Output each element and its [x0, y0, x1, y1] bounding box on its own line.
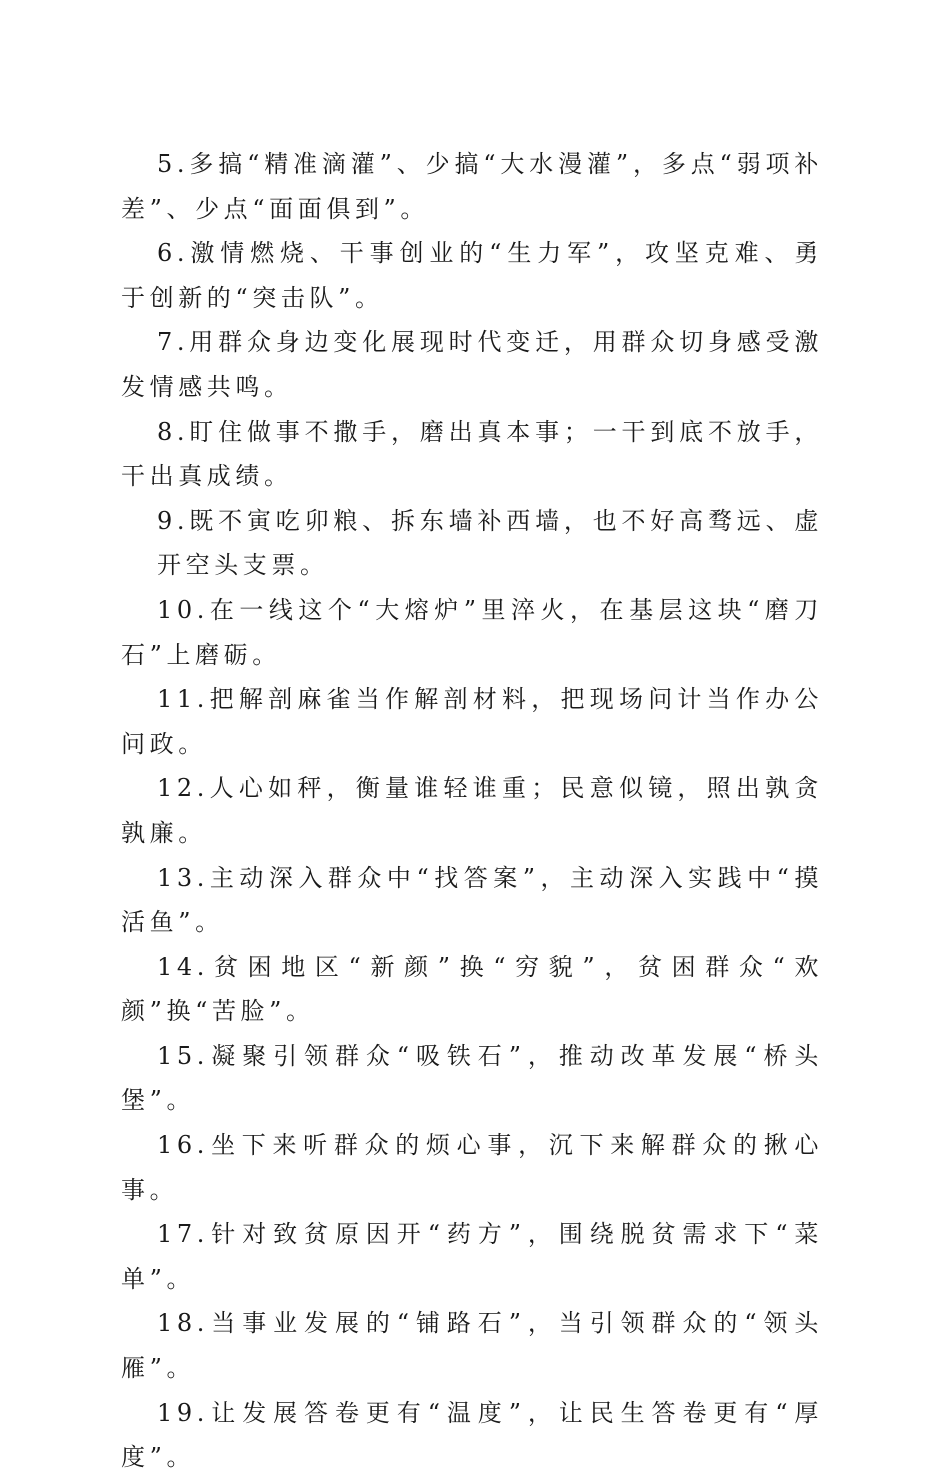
- list-item-11: 11.把解剖麻雀当作解剖材料，把现场问计当作办公问政。: [121, 685, 823, 758]
- list-item-15: 15.凝聚引领群众“吸铁石”，推动改革发展“桥头堡”。: [121, 1041, 823, 1115]
- list-item-14: 14.贫困地区“新颜”换“穷貌”，贫困群众“欢颜”换“苦脸”。: [121, 952, 823, 1026]
- list-item-6: 6.激情燃烧、干事创业的“生力军”，攻坚克难、勇于创新的“突击队”。: [121, 239, 823, 312]
- list-item-10: 10.在一线这个“大熔炉”里淬火，在基层这块“磨刀石”上磨砺。: [121, 595, 823, 669]
- list-item-8: 8.盯住做事不撒手，磨出真本事；一干到底不放手，干出真成绩。: [121, 417, 823, 491]
- list-item-9: 9.既不寅吃卯粮、拆东墙补西墙，也不好高骛远、虚开空头支票。: [157, 506, 823, 580]
- list-item-19: 19.让发展答卷更有“温度”，让民生答卷更有“厚度”。: [121, 1398, 823, 1472]
- list-item-5: 5.多搞“精准滴灌”、少搞“大水漫灌”，多点“弱项补差”、少点“面面俱到”。: [121, 150, 823, 223]
- list-item-7: 7.用群众身边变化展现时代变迁，用群众切身感受激发情感共鸣。: [121, 328, 823, 401]
- list-item-12: 12.人心如秤，衡量谁轻谁重；民意似镜，照出孰贪孰廉。: [121, 774, 823, 847]
- document-body: [121, 142, 823, 1480]
- list-item-13: 13.主动深入群众中“找答案”，主动深入实践中“摸活鱼”。: [121, 863, 823, 937]
- list-item-18: 18.当事业发展的“铺路石”，当引领群众的“领头雁”。: [121, 1309, 823, 1383]
- list-item-16: 16.坐下来听群众的烦心事，沉下来解群众的揪心事。: [121, 1131, 823, 1204]
- list-item-17: 17.针对致贫原因开“药方”，围绕脱贫需求下“菜单”。: [121, 1220, 823, 1293]
